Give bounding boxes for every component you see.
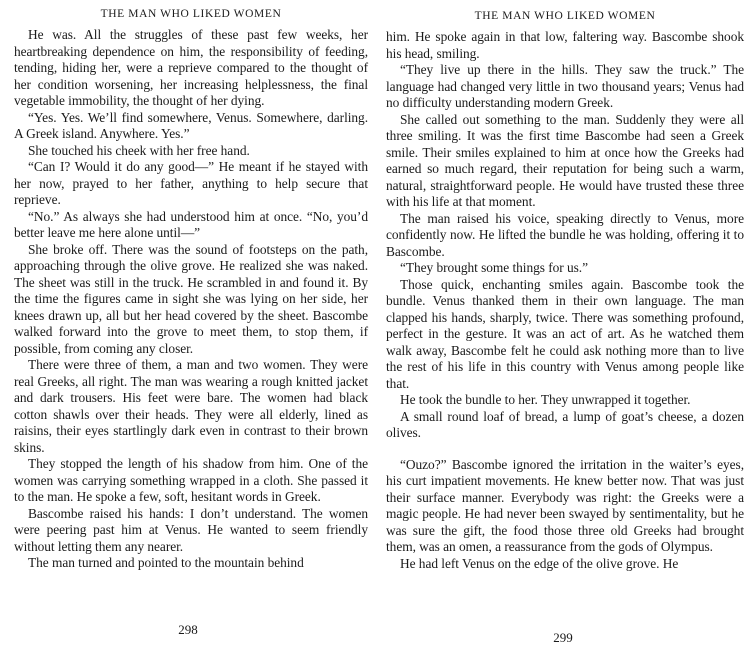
page-number-left: 298	[178, 622, 198, 637]
paragraph: She broke off. There was the sound of footsteps on the path, approaching through the olive grove. He realized she was naked. The sheet was still in the truck. He scrambled in and found it. By the time the figures came in sight she was lying on her side, her knees drawn up, all but her head covered by the sheet. Bascombe walked forward into the grove to meet them, to stop them, if possible, from coming any closer.	[14, 241, 368, 356]
continued-paragraph: him. He spoke again in that low, faltering way. Bascombe shook his head, smiling.	[386, 29, 744, 61]
paragraph: The man raised his voice, speaking directly to Venus, more confidently now. He lifted the bundle he was holding, offering it to Bascombe.	[386, 210, 744, 259]
paragraph: “No.” As always she had understood him at once. “No, you’d better leave me here alone until—”	[14, 208, 368, 240]
right-page	[376, 0, 750, 650]
right-page-text	[386, 29, 744, 572]
page-number-right: 299	[553, 630, 573, 645]
paragraph: He was. All the struggles of these past few weeks, her heartbreaking dependence on him, the responsibility of feeding, tending, hiding her, were a reprieve compared to the thought of her condition worsening, her increasing helplessness, the final vegetable immobility, the thought of her dying.	[14, 27, 368, 108]
paragraph: She touched his cheek with her free hand.	[28, 142, 250, 158]
section-paragraph: “Ouzo?” Bascombe ignored the irritation in the waiter’s eyes, his curt impatient movements. He knew better now. That was just their surface manner. Everybody was right: the Greeks were a magic people. He had never been swayed by sentimentality, but he was sure the gift, the food those three old Greeks had brought them, was an omen, a reassurance from the gods of Olympus.	[386, 456, 744, 554]
left-page-text	[14, 27, 368, 572]
paragraph: “They live up there in the hills. They saw the truck.” The language had changed very little in two thousand years; Venus had no difficulty understanding modern Greek.	[386, 62, 744, 110]
paragraph: There were three of them, a man and two women. They were real Greeks, all right. The man was wearing a rough knitted jacket and dark trousers. His feet were bare. The women had black cotton shawls over their heads. They were all elderly, lined as raisins, their eyes startlingly dark even in contrast to their brown skins.	[14, 357, 368, 455]
paragraph: “Can I? Would it do any good—” He meant if he stayed with her now, prayed to her father, anything to help secure that reprieve.	[14, 159, 368, 207]
paragraph: Those quick, enchanting smiles again. Bascombe took the bundle. Venus thanked them in their own language. The man clapped his hands, sharply, twice. There was something profound, perfect in the gesture. It was an act of art. As he watched them walk away, Bascombe felt he could ask nothing more than to live the rest of his life in this country with Venus among people like that.	[386, 276, 744, 391]
paragraph: “Yes. Yes. We’ll find somewhere, Venus. Somewhere, darling. A Greek island. Anywhere. Yes.”	[14, 109, 368, 141]
paragraph: They stopped the length of his shadow from him. One of the women was carrying something wrapped in a cloth. She passed it to the man. He spoke a few, soft, hesitant words in Greek.	[14, 456, 368, 504]
running-head-right: THE MAN WHO LIKED WOMEN	[474, 10, 656, 22]
paragraph: “They brought some things for us.”	[400, 260, 588, 275]
paragraph: The man turned and pointed to the mountain behind	[28, 555, 304, 570]
paragraph: He took the bundle to her. They unwrapped it together.	[400, 392, 691, 407]
running-head-left: THE MAN WHO LIKED WOMEN	[100, 8, 282, 20]
paragraph: A small round loaf of bread, a lump of goat’s cheese, a dozen olives.	[386, 408, 744, 440]
paragraph: She called out something to the man. Suddenly they were all three smiling. It was the first time Bascombe had seen a Greek smile. Their smiles explained to him at once how the Greeks had earned so much regard, their reputation for being such a warm, natural, straightforward people. He would have trusted these three with his life at that moment.	[386, 111, 744, 209]
paragraph: Bascombe raised his hands: I don’t understand. The women were peering past him at Venus. He wanted to seem friendly without letting them any nearer.	[14, 505, 368, 554]
section-paragraph: He had left Venus on the edge of the olive grove. He	[400, 555, 679, 571]
